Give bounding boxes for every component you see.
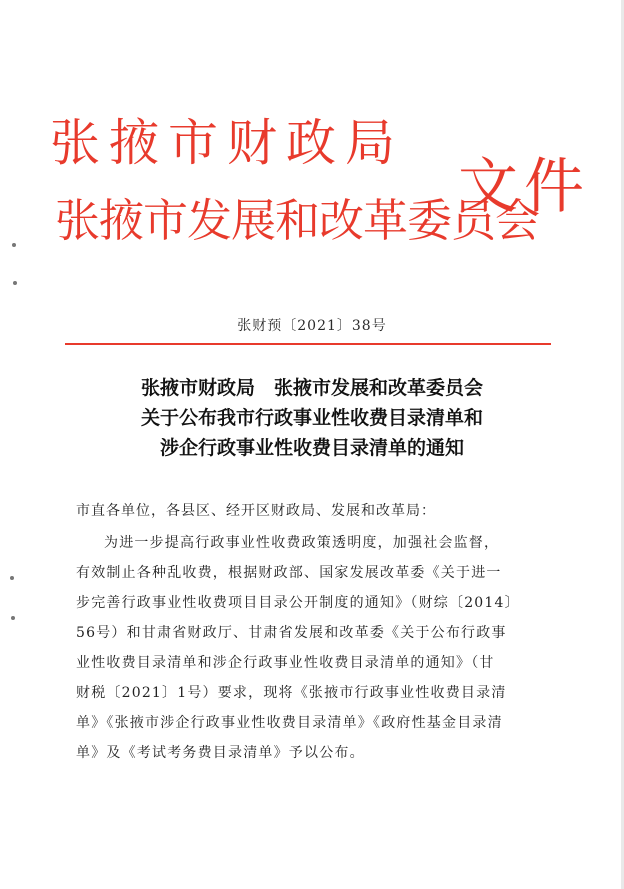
body-line: 56号）和甘肃省财政厅、甘肃省发展和改革委《关于公布行政事 xyxy=(76,625,507,641)
body-line: 财税〔2021〕1号）要求，现将《张掖市行政事业性收费目录清 xyxy=(76,685,507,701)
body-line: 步完善行政事业性收费项目目录公开制度的通知》（财综〔2014〕 xyxy=(76,595,520,611)
body-line: 有效制止各种乱收费，根据财政部、国家发展改革委《关于进一 xyxy=(76,565,502,581)
issuer-suffix: 文件 xyxy=(458,152,590,222)
binding-hole-mark xyxy=(10,576,14,580)
red-divider-line xyxy=(65,343,551,345)
body-line: 单》及《考试考务费目录清单》予以公布。 xyxy=(76,745,365,761)
addressee: 市直各单位，各县区、经开区财政局、发展和改革局： xyxy=(76,503,436,519)
binding-hole-mark xyxy=(13,281,17,285)
document-number: 张财预〔2021〕38号 xyxy=(237,318,387,334)
document-title xyxy=(0,373,624,463)
body-line: 业性收费目录清单和涉企行政事业性收费目录清单的通知》（甘 xyxy=(76,655,495,671)
binding-hole-mark xyxy=(12,243,16,247)
issuer-line-1: 张掖市财政局 xyxy=(50,114,404,172)
body-paragraph xyxy=(76,528,550,768)
body-line: 单》《张掖市涉企行政事业性收费目录清单》《政府性基金目录清 xyxy=(76,715,503,731)
title-line-3: 涉企行政事业性收费目录清单的通知 xyxy=(159,437,464,459)
issuer-line-2: 张掖市发展和改革委员会 xyxy=(55,194,540,247)
binding-hole-mark xyxy=(11,616,15,620)
body-line: 为进一步提高行政事业性收费政策透明度，加强社会监督， xyxy=(104,535,500,551)
title-line-2: 关于公布我市行政事业性收费目录清单和 xyxy=(140,407,483,429)
title-line-1: 张掖市财政局 张掖市发展和改革委员会 xyxy=(140,377,483,399)
